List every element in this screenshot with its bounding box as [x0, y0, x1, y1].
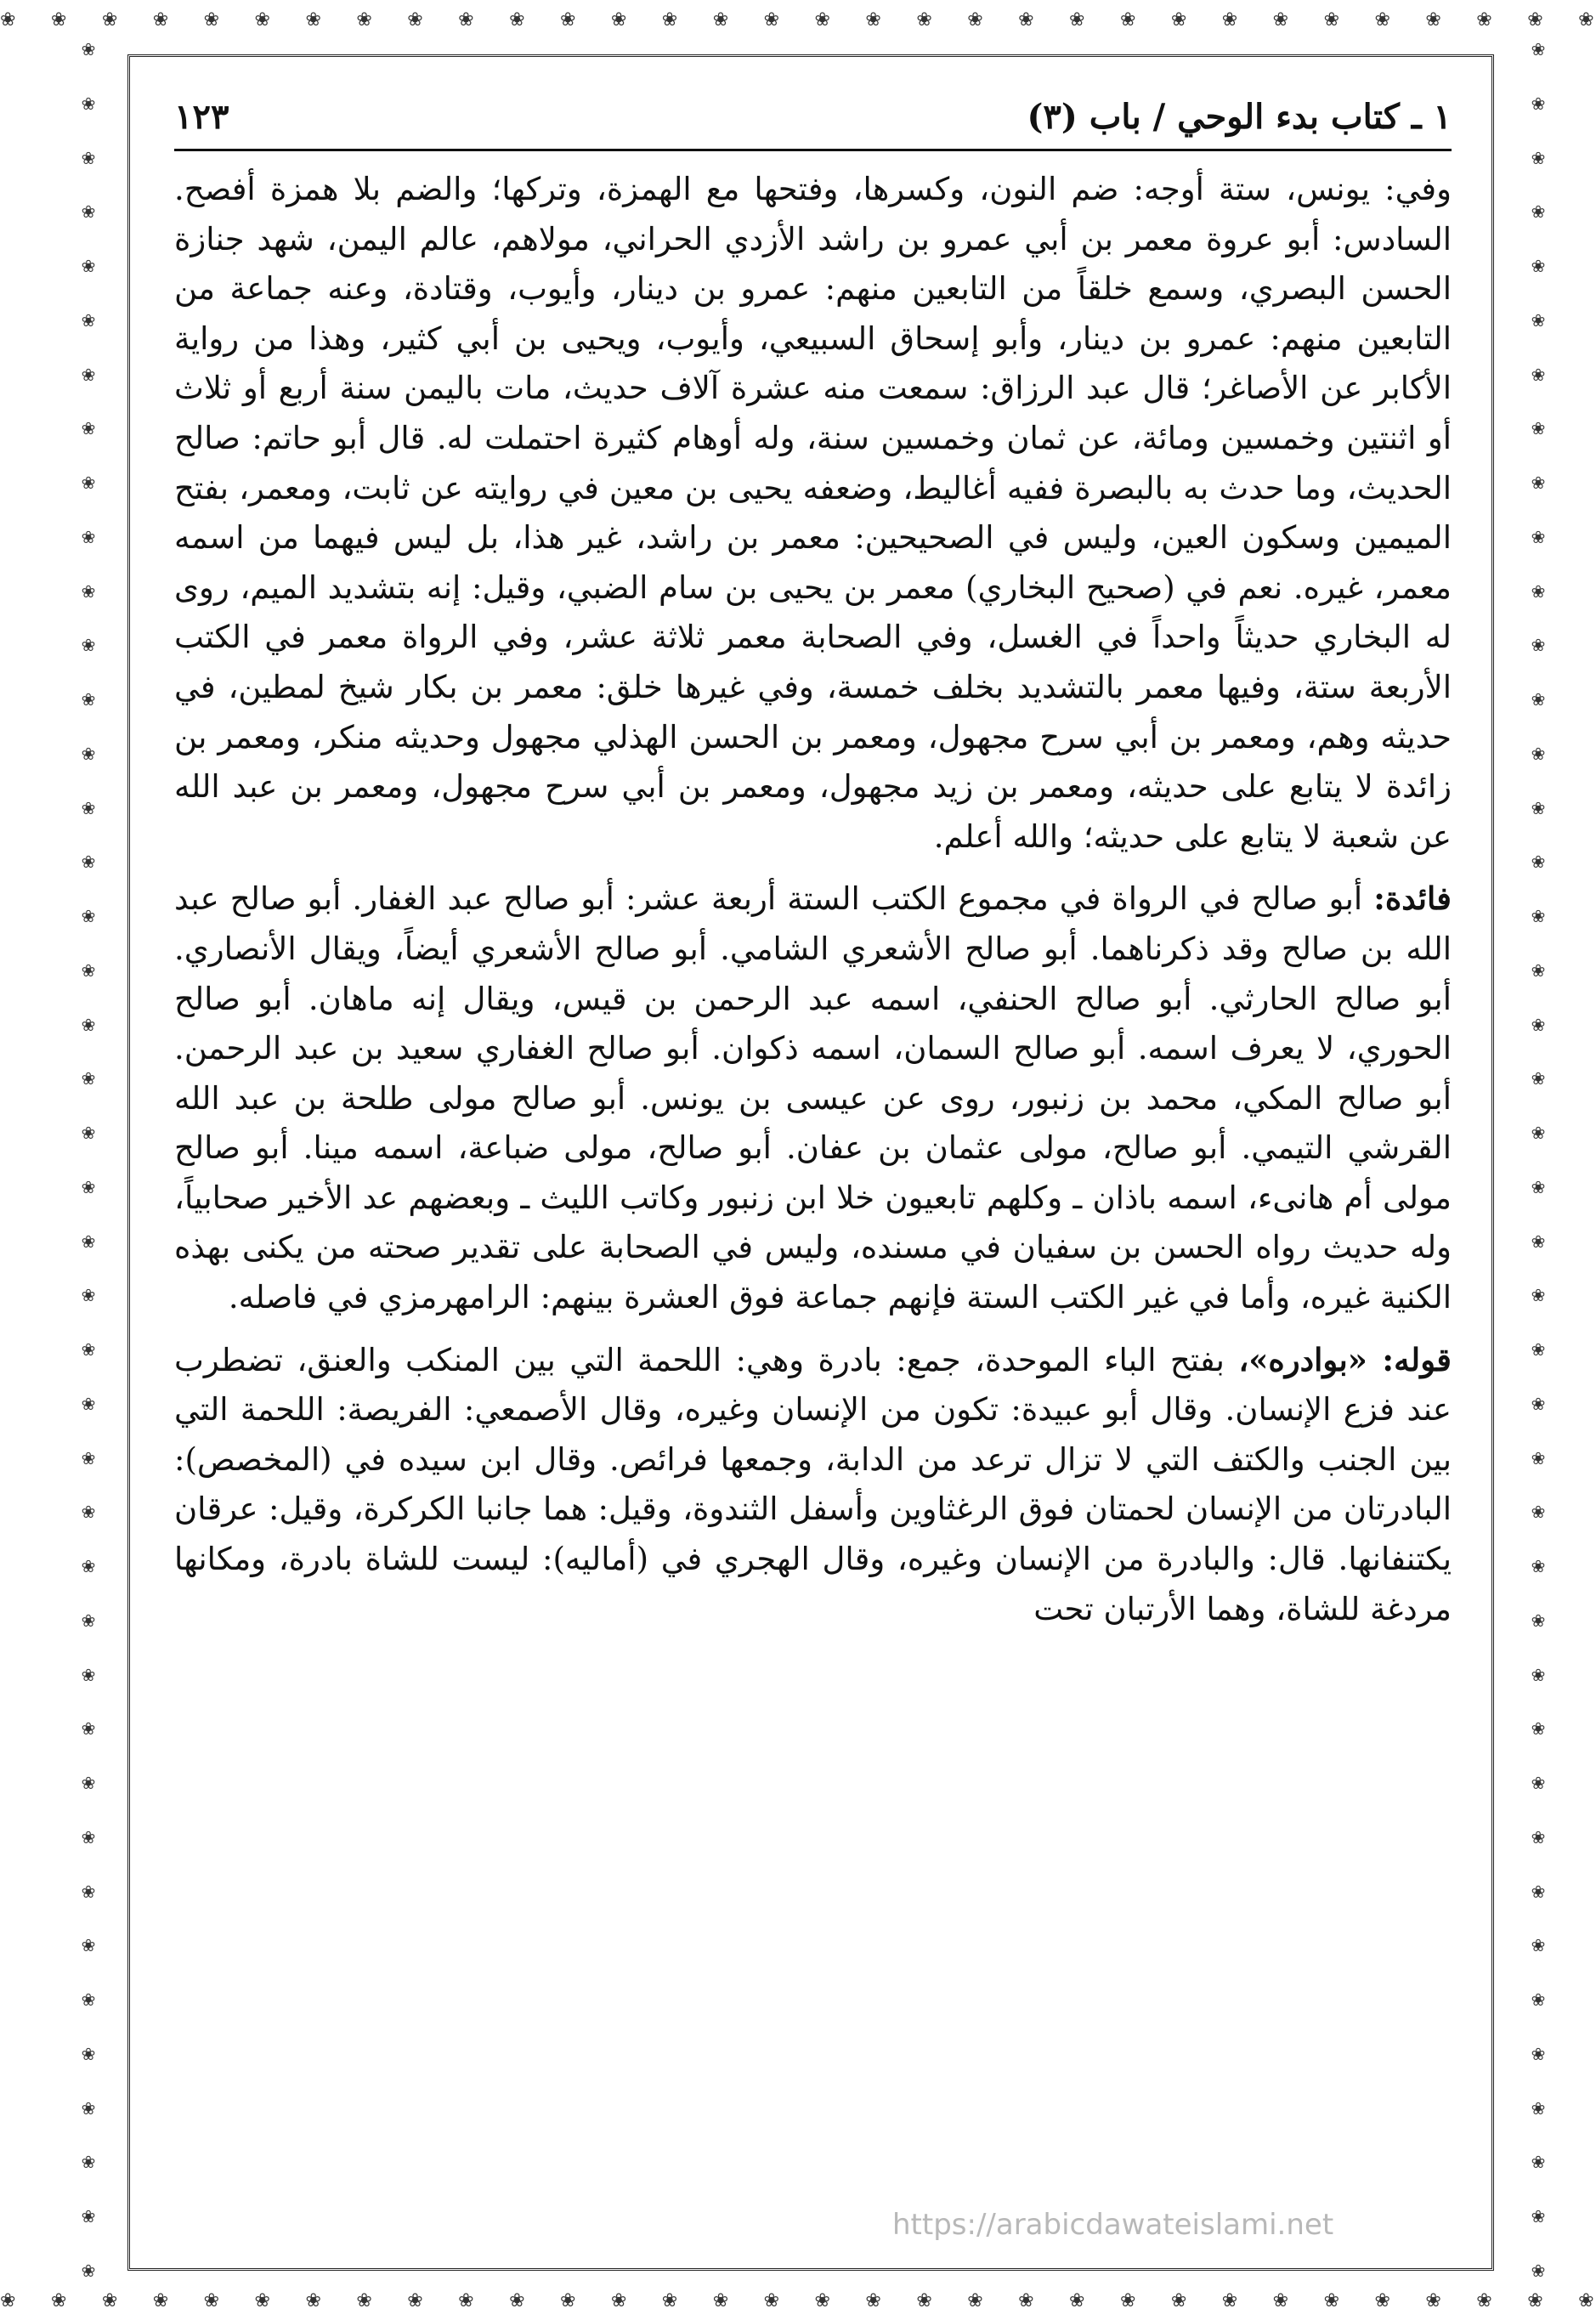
- right-border-ornament: ❀ ❀ ❀ ❀ ❀ ❀ ❀ ❀ ❀ ❀ ❀ ❀ ❀ ❀ ❀ ❀ ❀ ❀ ❀ ❀ ❀ ❀ ❀ ❀ ❀ ❀ ❀ ❀ ❀ ❀ ❀ ❀ ❀ ❀ ❀ ❀ ❀ ❀ ❀ ❀ ❀ ❀: [1531, 39, 1546, 2281]
- paragraph-3: [174, 1335, 1452, 1635]
- page-number: ١٢٣: [174, 97, 229, 137]
- paragraph-2-text: أبو صالح في الرواة في مجموع الكتب الستة أربعة عشر: أبو صالح عبد الغفار. أبو صالح عبد الله بن صالح وقد ذكرناهما. أبو صالح الأشعري الشامي. أبو صالح الأشعري أيضاً، ويقال الأنصاري. أبو صالح الحارثي. أبو صالح الحنفي، اسمه عبد الرحمن بن قيس، ويقال إنه ماهان. أبو صالح الحوري، لا يعرف اسمه. أبو صالح السمان، اسمه ذكوان. أبو صالح الغفاري سعيد بن عبد الرحمن. أبو صالح المكي، محمد بن زنبور، روى عن عيسى بن يونس. أبو صالح مولى طلحة بن عبد الله القرشي التيمي. أبو صالح، مولى عثمان بن عفان. أبو صالح، مولى ضباعة، اسمه مينا. أبو صالح مولى أم هانىء، اسمه باذان ـ وكلهم تابعيون خلا ابن زنبور وكاتب الليث ـ وبعضهم عد الأخير صحابياً، وله حديث رواه الحسن بن سفيان في مسنده، وليس في الصحابة على تقدير صحته من يكنى بهذه الكنية غيره، وأما في غير الكتب الستة فإنهم جماعة فوق العشرة بينهم: الرامهرمزي في فاصله.: [174, 880, 1452, 1316]
- top-border-ornament: ❀ ❀ ❀ ❀ ❀ ❀ ❀ ❀ ❀ ❀ ❀ ❀ ❀ ❀ ❀ ❀ ❀ ❀ ❀ ❀ ❀ ❀ ❀ ❀ ❀ ❀ ❀ ❀ ❀ ❀ ❀ ❀: [0, 8, 1596, 31]
- running-header: [174, 93, 1452, 151]
- paragraph-1: [174, 165, 1452, 862]
- watermark-url: https://arabicdawateislami.net: [892, 2208, 1334, 2242]
- page-content: [174, 93, 1452, 2252]
- paragraph-1-text: وفي: يونس، ستة أوجه: ضم النون، وكسرها، وفتحها مع الهمزة، وتركها؛ والضم بلا همزة أفصح. السادس: أبو عروة معمر بن أبي عمرو بن راشد الأزدي الحراني، مولاهم، عالم اليمن، شهد جنازة الحسن البصري، وسمع خلقاً من التابعين منهم: عمرو بن دينار، وأيوب، وقتادة، وعنه جماعة من التابعين منهم: عمرو بن دينار، وأبو إسحاق السبيعي، وأيوب، ويحيى بن أبي كثير، وهذا من رواية الأكابر عن الأصاغر؛ قال عبد الرزاق: سمعت منه عشرة آلاف حديث، مات باليمن سنة أربع أو ثلاث أو اثنتين وخمسين ومائة، عن ثمان وخمسين سنة، وله أوهام كثيرة احتملت له. قال أبو حاتم: صالح الحديث، وما حدث به بالبصرة ففيه أغاليط، وضعفه يحيى بن معين في روايته عن ثابت، ومعمر، بفتح الميمين وسكون العين، وليس في الصحيحين: معمر بن راشد، غير هذا، بل ليس فيهما من اسمه معمر، غيره. نعم في (صحيح البخاري) معمر بن يحيى بن سام الضبي، وقيل: إنه بتشديد الميم، روى له البخاري حديثاً واحداً في الغسل، وفي الصحابة معمر ثلاثة عشر، وفي الرواة معمر في الكتب الأربعة ستة، وفيها معمر بالتشديد بخلف خمسة، وفي غيرها خلق: معمر بن بكار شيخ لمطين، في حديثه وهم، ومعمر بن أبي سرح مجهول، ومعمر بن الحسن الهذلي مجهول وحديثه منكر، ومعمر بن زائدة لا يتابع على حديثه، ومعمر بن زيد مجهول، ومعمر بن أبي سرح مجهول، ومعمر بن عبد الله عن شعبة لا يتابع على حديثه؛ والله أعلم.: [174, 171, 1452, 855]
- left-border-ornament: ❀ ❀ ❀ ❀ ❀ ❀ ❀ ❀ ❀ ❀ ❀ ❀ ❀ ❀ ❀ ❀ ❀ ❀ ❀ ❀ ❀ ❀ ❀ ❀ ❀ ❀ ❀ ❀ ❀ ❀ ❀ ❀ ❀ ❀ ❀ ❀ ❀ ❀ ❀ ❀ ❀ ❀: [81, 39, 96, 2281]
- paragraph-3-lead: قوله: «بوادره»،: [1238, 1340, 1452, 1378]
- paragraph-2: [174, 874, 1452, 1322]
- paragraph-3-text: بفتح الباء الموحدة، جمع: بادرة وهي: اللحمة التي بين المنكب والعنق، تضطرب عند فزع الإنسان. وقال أبو عبيدة: تكون من الإنسان وغيره، وقال الأصمعي: الفريصة: اللحمة التي بين الجنب والكتف التي لا تزال ترعد من الدابة، وجمعها فرائص. وقال ابن سيده في (المخصص): البادرتان من الإنسان لحمتان فوق الرغثاوين وأسفل الثندوة، وقيل: هما جانبا الكركرة، وقيل: عرقان يكتنفانها. قال: والبادرة من الإنسان وغيره، وقال الهجري في (أماليه): ليست للشاة بادرة، ومكانها مردغة للشاة، وهما الأرتبان تحت: [174, 1341, 1452, 1627]
- paragraph-2-lead: فائدة:: [1373, 880, 1452, 918]
- chapter-title: ١ ـ كتاب بدء الوحي / باب (٣): [1027, 97, 1452, 137]
- bottom-border-ornament: ❀ ❀ ❀ ❀ ❀ ❀ ❀ ❀ ❀ ❀ ❀ ❀ ❀ ❀ ❀ ❀ ❀ ❀ ❀ ❀ ❀ ❀ ❀ ❀ ❀ ❀ ❀ ❀ ❀ ❀ ❀ ❀: [0, 2289, 1596, 2312]
